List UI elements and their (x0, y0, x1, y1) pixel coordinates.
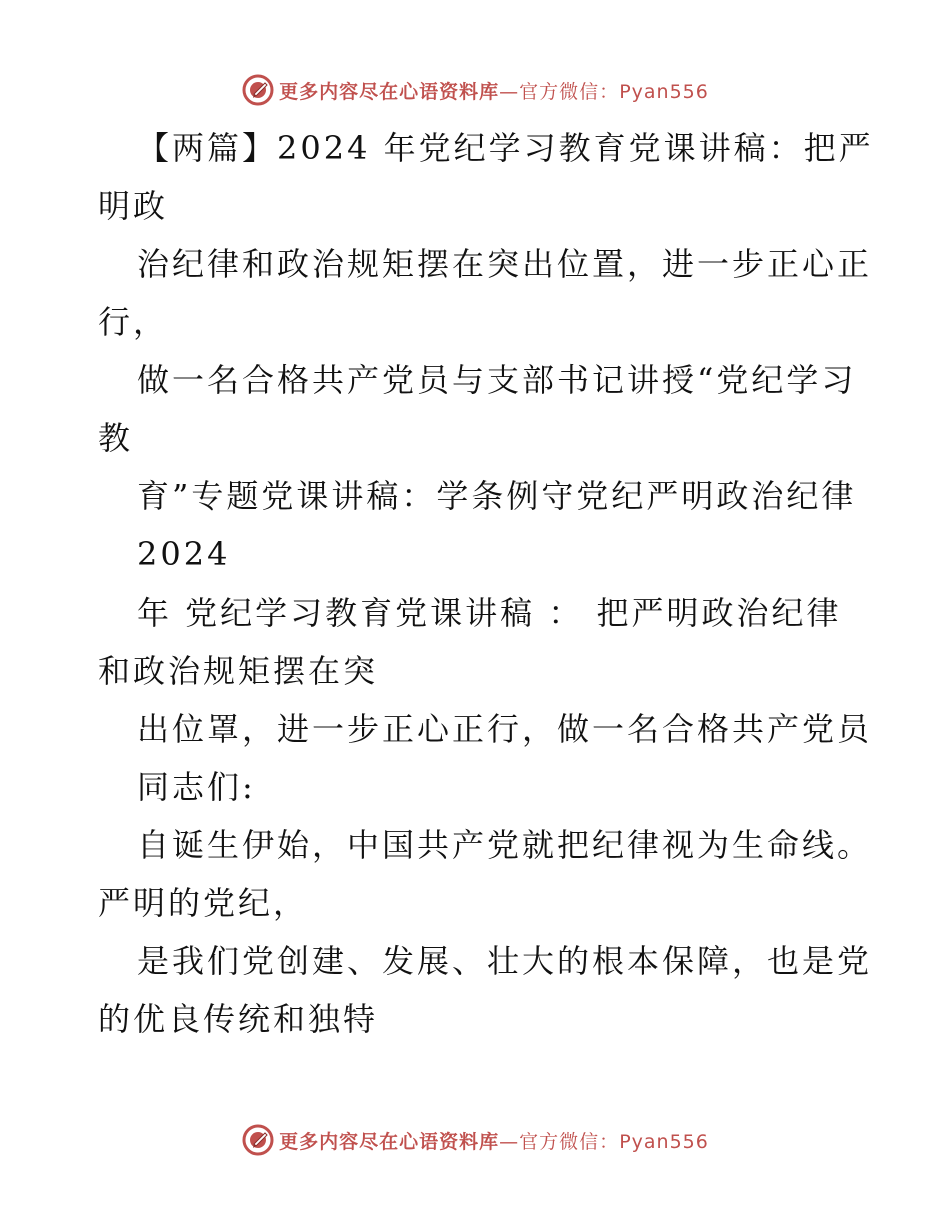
paragraph-line-1: 自诞生伊始，中国共产党就把纪律视为生命线。 (137, 826, 873, 864)
footer-watermark (0, 1120, 950, 1160)
title-line-1: 【两篇】2024 年党纪学习教育党课讲稿：把严 (137, 129, 874, 167)
watermark-label: 官方微信： (519, 80, 620, 103)
watermark-brand: 更多内容尽在心语资料库 (279, 80, 500, 103)
subtitle-line-4: 出位罩，进一步正心正行，做一名合格共产党员 (137, 710, 873, 748)
subtitle-line-1: 2024 (137, 535, 231, 573)
watermark-account: Pyan556 (619, 1130, 709, 1153)
watermark-dash: — (499, 1130, 520, 1153)
title-line-6: 教 (98, 419, 134, 457)
title-line-3: 治纪律和政治规矩摆在突出位置，进一步正心正 (137, 245, 873, 283)
title-line-5: 做一名合格共产党员与支部书记讲授“党纪学习 (137, 361, 857, 399)
title-line-2: 明政 (98, 187, 169, 225)
watermark-brand: 更多内容尽在心语资料库 (279, 1130, 500, 1153)
header-watermark (0, 70, 950, 110)
subtitle-line-2: 年 党纪学习教育党课讲稿 ： 把严明政治纪律 (137, 594, 842, 632)
logo-icon (241, 1123, 275, 1157)
title-line-7: 育”专题党课讲稿：学条例守党纪严明政治纪律 (137, 477, 857, 515)
watermark-text (279, 77, 709, 104)
paragraph-line-4: 的优良传统和独特 (98, 1000, 379, 1038)
watermark-account: Pyan556 (619, 80, 709, 103)
watermark-dash: — (499, 80, 520, 103)
logo-icon (241, 73, 275, 107)
title-line-4: 行， (98, 303, 169, 341)
watermark-label: 官方微信： (519, 1130, 620, 1153)
paragraph-line-3: 是我们党创建、发展、壮大的根本保障，也是党 (137, 942, 873, 980)
subtitle-line-3: 和政治规矩摆在突 (98, 652, 379, 690)
salutation: 同志们: (137, 768, 256, 806)
watermark-text (279, 1127, 709, 1154)
paragraph-line-2: 严明的党纪， (98, 884, 309, 922)
